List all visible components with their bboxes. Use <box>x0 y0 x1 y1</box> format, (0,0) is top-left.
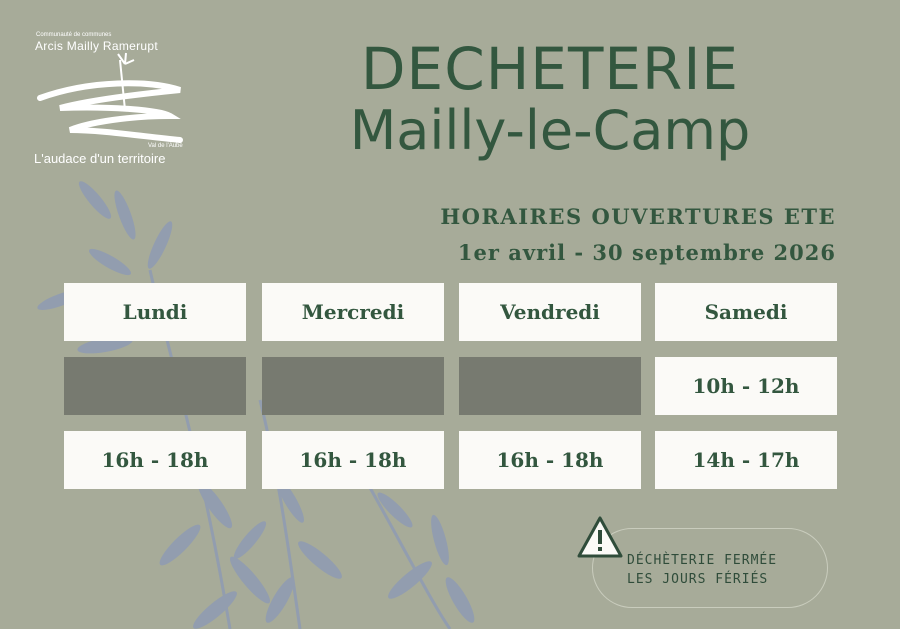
hours-vendredi-afternoon: 16h - 18h <box>459 431 641 489</box>
warning-icon <box>576 514 624 560</box>
community-logo <box>30 30 190 170</box>
logo-names: Arcis Mailly Ramerupt <box>35 39 158 53</box>
hours-lundi-afternoon: 16h - 18h <box>64 431 246 489</box>
notice-line-2: LES JOURS FÉRIÉS <box>627 572 769 587</box>
closed-slot-lundi-morning <box>64 357 246 415</box>
day-header-mercredi: Mercredi <box>262 283 444 341</box>
logo-region: Val de l'Aube <box>148 143 183 149</box>
page-title: DECHETERIE <box>360 35 740 103</box>
closed-slot-mercredi-morning <box>262 357 444 415</box>
notice-line-1: DÉCHÈTERIE FERMÉE <box>627 553 778 568</box>
day-header-samedi: Samedi <box>655 283 837 341</box>
day-header-lundi: Lundi <box>64 283 246 341</box>
holiday-closure-notice <box>592 528 828 608</box>
hours-samedi-afternoon: 14h - 17h <box>655 431 837 489</box>
day-header-vendredi: Vendredi <box>459 283 641 341</box>
logo-tagline: L'audace d'un territoire <box>34 151 166 166</box>
logo-swoosh-icon <box>30 50 190 145</box>
hours-samedi-morning: 10h - 12h <box>655 357 837 415</box>
hours-mercredi-afternoon: 16h - 18h <box>262 431 444 489</box>
logo-community-label: Communauté de communes <box>36 32 112 38</box>
schedule-period: 1er avril - 30 septembre 2026 <box>457 240 836 265</box>
schedule-heading: HORAIRES OUVERTURES ETE <box>440 204 836 229</box>
closed-slot-vendredi-morning <box>459 357 641 415</box>
page-subtitle-location: Mailly-le-Camp <box>349 99 751 162</box>
